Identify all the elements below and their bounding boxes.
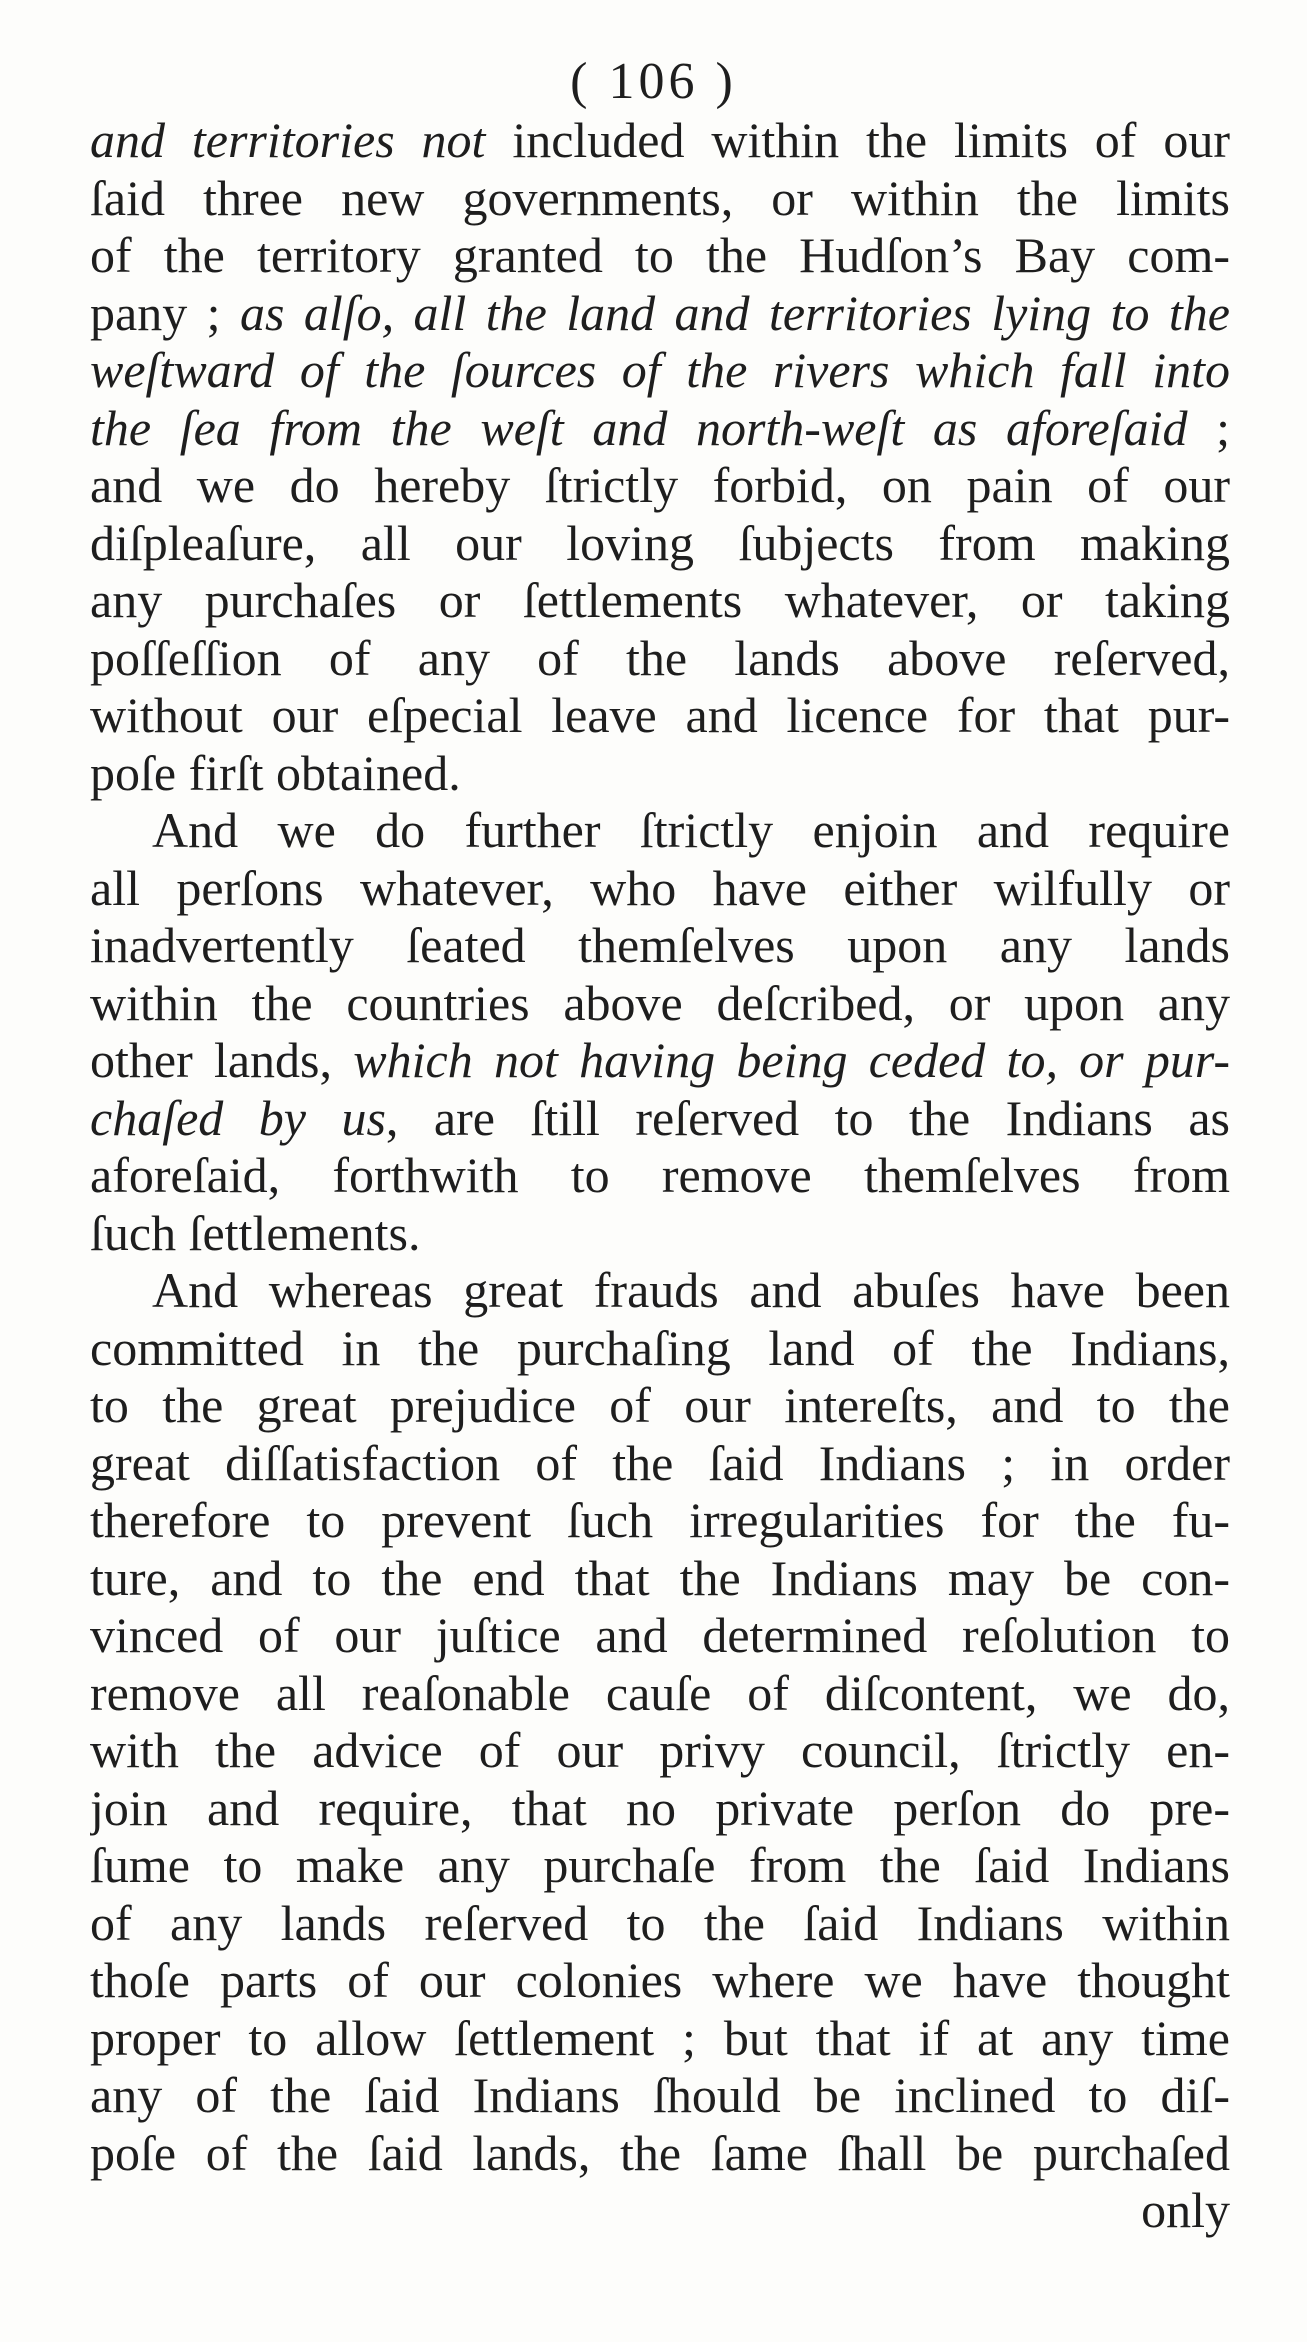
text-line: [90, 1837, 1230, 1895]
roman-text: ;: [1187, 399, 1230, 456]
italic-text: which not having being ceded to, or pur-: [353, 1032, 1230, 1088]
roman-text: to the great prejudice of our intereſts, and to the: [90, 1377, 1230, 1433]
roman-text: proper to allow ſettlement ; but that if at any time: [90, 2009, 1230, 2066]
text-line: [90, 860, 1230, 918]
text-line: [90, 917, 1230, 975]
text-line: [90, 2067, 1230, 2125]
text-line: [90, 400, 1230, 458]
text-line: [90, 227, 1230, 285]
roman-text: ture, and to the end that the Indians may be con-: [90, 1549, 1230, 1606]
roman-text: And whereas great frauds and abuſes have been: [152, 1262, 1230, 1318]
text-line: [90, 170, 1230, 228]
text-line: [90, 1435, 1230, 1493]
roman-text: aforeſaid, forthwith to remove themſelves from: [90, 1147, 1230, 1203]
text-line: [90, 2125, 1230, 2183]
text-line: [90, 1895, 1230, 1953]
italic-text: and territories not: [90, 112, 486, 168]
text-line: [90, 1262, 1230, 1320]
roman-text: thoſe parts of our colonies where we have thought: [90, 1952, 1230, 2008]
roman-text: inadvertently ſeated themſelves upon any lands: [90, 917, 1230, 973]
text-line: [90, 802, 1230, 860]
roman-text: therefore to prevent ſuch irregularities for the fu-: [90, 1492, 1230, 1548]
text-line: [90, 1780, 1230, 1838]
text-line: [90, 1090, 1230, 1148]
roman-text: diſpleaſure, all our loving ſubjects from making: [90, 514, 1230, 571]
text-line: [90, 1205, 1230, 1263]
roman-text: any of the ſaid Indians ſhould be inclined to diſ-: [90, 2067, 1230, 2123]
roman-text: with the advice of our privy council, ſtrictly en-: [90, 1722, 1230, 1778]
roman-text: other lands,: [90, 1032, 354, 1088]
roman-text: ſaid three new governments, or within the limits: [90, 169, 1230, 226]
text-line: [90, 1147, 1230, 1205]
text-line: [90, 112, 1230, 170]
roman-text: any purchaſes or ſettlements whatever, or taking: [90, 572, 1230, 628]
italic-text: as alſo, all the land and territories lying to the: [239, 284, 1230, 341]
text-line: [90, 1722, 1230, 1780]
body-text: [90, 112, 1230, 2240]
italic-text: weſtward of the ſources of the rivers which fall into: [90, 342, 1230, 398]
text-line: [90, 1952, 1230, 2010]
text-line: [90, 1550, 1230, 1608]
italic-text: the ſea from the weſt and north-weſt as aforeſaid: [90, 399, 1188, 456]
text-line: [90, 745, 1230, 803]
text-line: [90, 1032, 1230, 1090]
roman-text: poſe firſt obtained.: [90, 744, 461, 801]
text-line: [90, 457, 1230, 515]
roman-text: of the territory granted to the Hudſon’s Bay com-: [90, 227, 1230, 283]
roman-text: remove all reaſonable cauſe of diſcontent, we do,: [90, 1664, 1230, 1721]
roman-text: without our eſpecial leave and licence for that pur-: [90, 687, 1230, 743]
roman-text: poſſeſſion of any of the lands above reſerved,: [90, 629, 1230, 686]
text-line: [90, 630, 1230, 688]
roman-text: pany ;: [90, 284, 240, 341]
roman-text: of any lands reſerved to the ſaid Indians within: [90, 1894, 1230, 1951]
text-line: [90, 285, 1230, 343]
roman-text: , are ſtill reſerved to the Indians as: [385, 1089, 1230, 1146]
roman-text: ſume to make any purchaſe from the ſaid Indians: [90, 1837, 1230, 1893]
roman-text: join and require, that no private perſon do pre-: [90, 1779, 1230, 1836]
roman-text: included within the limits of our: [485, 112, 1230, 168]
roman-text: within the countries above deſcribed, or upon any: [90, 974, 1230, 1031]
text-line: [90, 1607, 1230, 1665]
roman-text: all perſons whatever, who have either wilfully or: [90, 859, 1230, 916]
page-number: ( 106 ): [570, 53, 737, 110]
text-line: [90, 1492, 1230, 1550]
text-line: [90, 2182, 1230, 2240]
text-line: [90, 975, 1230, 1033]
roman-text: great diſſatisfaction of the ſaid Indians ; in order: [90, 1434, 1230, 1491]
text-line: [90, 2010, 1230, 2068]
text-line: [90, 515, 1230, 573]
text-line: [90, 342, 1230, 400]
roman-text: only: [1141, 2182, 1230, 2238]
roman-text: ſuch ſettlements.: [90, 1204, 421, 1261]
roman-text: and we do hereby ſtrictly forbid, on pain of our: [90, 457, 1230, 513]
text-line: [90, 1320, 1230, 1378]
roman-text: vinced of our juſtice and determined reſolution to: [90, 1607, 1230, 1663]
roman-text: poſe of the ſaid lands, the ſame ſhall be purchaſed: [90, 2124, 1230, 2181]
roman-text: And we do further ſtrictly enjoin and require: [152, 802, 1230, 858]
text-line: [90, 572, 1230, 630]
text-line: [90, 1377, 1230, 1435]
roman-text: committed in the purchaſing land of the Indians,: [90, 1319, 1230, 1376]
italic-text: chaſed by us: [90, 1089, 386, 1146]
text-line: [90, 687, 1230, 745]
text-line: [90, 1665, 1230, 1723]
